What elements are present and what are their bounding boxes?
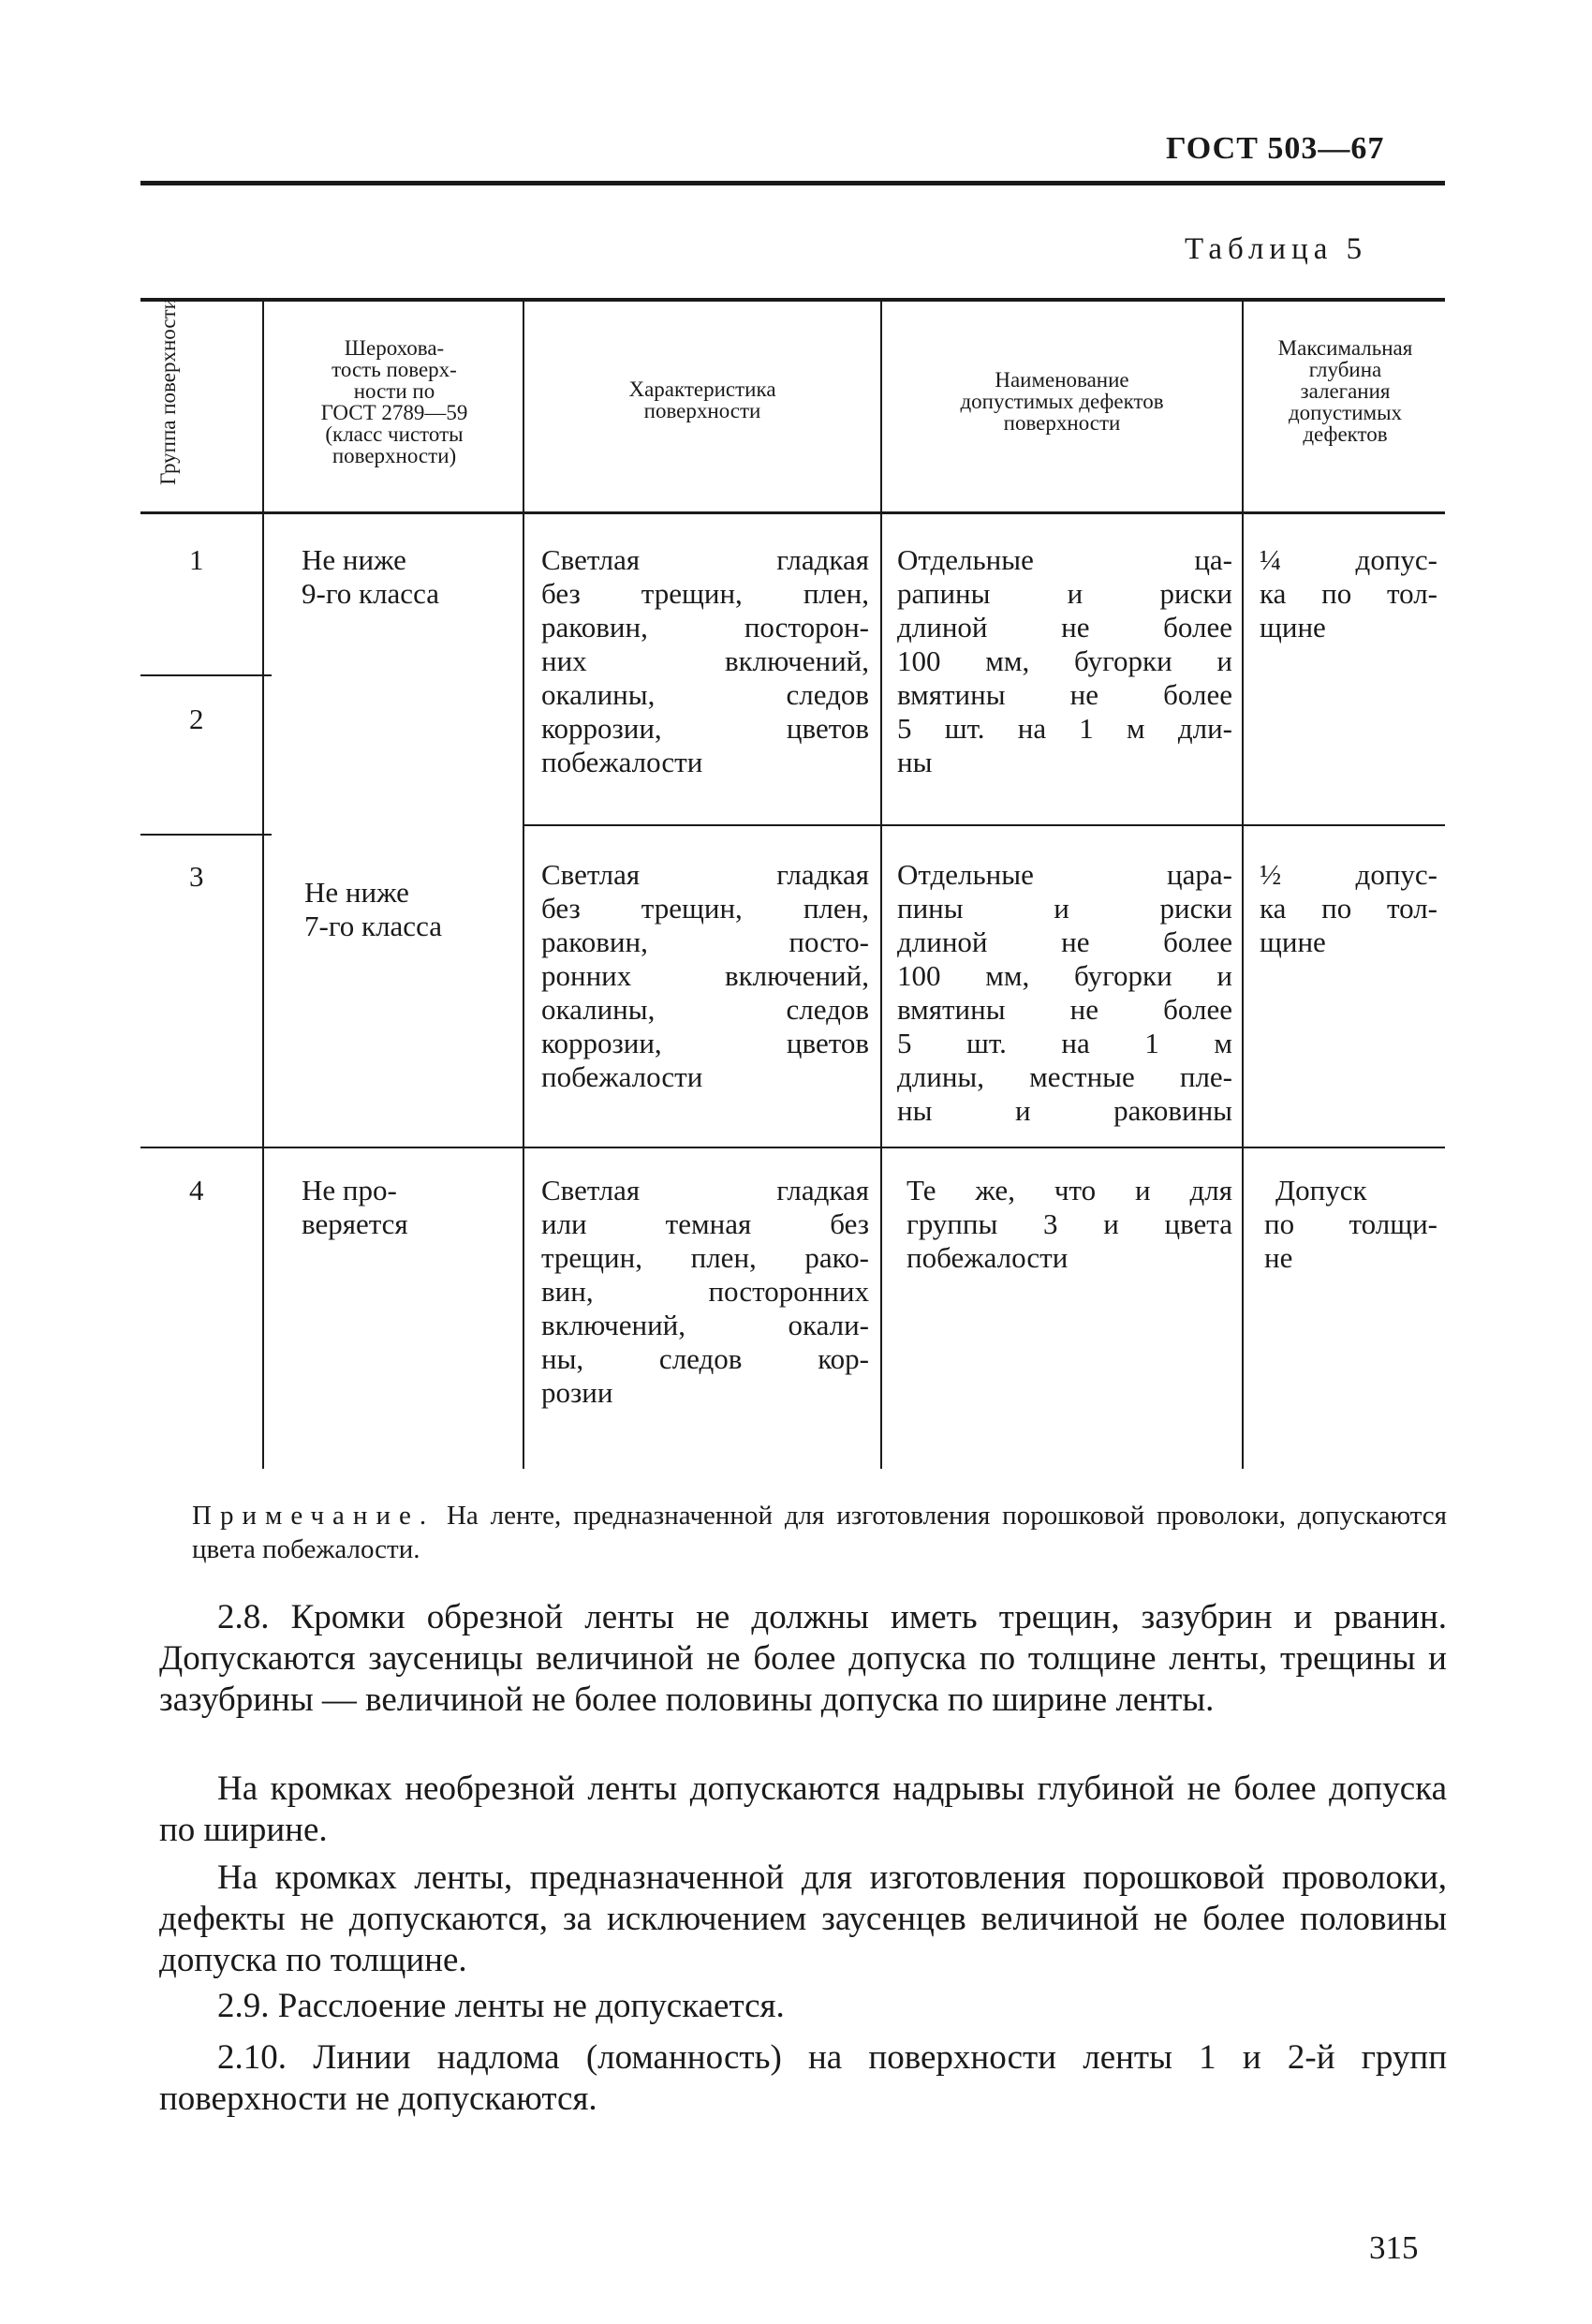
- row-rule-group-2: [140, 834, 272, 836]
- row-rule-block-1: [524, 824, 1445, 826]
- cell-line: Те же, что и для: [907, 1174, 1232, 1206]
- cell-line: пины и риски: [897, 892, 1232, 925]
- roughness-cell: [302, 1174, 508, 1241]
- cell-line: вмятины не более: [897, 678, 1232, 711]
- cell-line: Светлая гладкая: [541, 1174, 869, 1206]
- roughness-cell: [302, 543, 508, 611]
- cell-line: или темная без: [541, 1207, 869, 1240]
- header-roughness: [272, 337, 517, 466]
- cell-line: вмятины не более: [897, 993, 1232, 1026]
- header-roughness-line: (класс чистоты: [325, 422, 464, 446]
- group-number: 3: [189, 860, 204, 893]
- paragraph-2-8: [159, 1597, 1447, 1721]
- cell-line: Не ниже: [302, 543, 406, 576]
- cell-line: окалины, следов: [541, 678, 869, 711]
- row-rule-block-2: [140, 1147, 1445, 1148]
- cell-line: включений, окали-: [541, 1309, 869, 1341]
- paragraph-text: 2.10. Линии надлома (ломанность) на поверхности ленты 1 и 2-й групп поверхности не допускаются.: [159, 2038, 1447, 2118]
- defects-cell: [897, 858, 1232, 1128]
- table-header-rule: [140, 511, 1445, 514]
- standard-code: ГОСТ 503—67: [1166, 131, 1385, 166]
- cell-line: Светлая гладкая: [541, 858, 869, 891]
- header-group: Группа поверхности: [156, 298, 180, 485]
- table-note: [192, 1499, 1447, 1566]
- header-max-depth-line: глубина: [1308, 358, 1382, 381]
- header-max-depth-line: допустимых: [1288, 401, 1403, 424]
- cell-line: Допуск: [1275, 1174, 1367, 1206]
- cell-line: них включений,: [541, 644, 869, 677]
- cell-line: длиной не более: [897, 611, 1232, 644]
- cell-line: 7-го класса: [304, 910, 442, 942]
- cell-line: ны, следов кор-: [541, 1342, 869, 1375]
- note-text: На ленте, предназначенной для изготовления порошковой проволоки, допускаются цвета побежалости.: [192, 1501, 1447, 1564]
- paragraph-untrimmed-edges: [159, 1769, 1447, 1851]
- cell-line: Отдельные ца-: [897, 543, 1232, 576]
- paragraph-text: 2.8. Кромки обрезной ленты не должны иметь трещин, зазубрин и рванин. Допускаются заусеницы величиной не более допуска по толщине ленты, трещины и зазубрины — величиной не более половины допуска по ширине ленты.: [159, 1598, 1447, 1719]
- cell-line: 9-го класса: [302, 577, 439, 610]
- cell-line: длиной не более: [897, 925, 1232, 958]
- defects-cell: [897, 543, 1232, 779]
- header-defects: [884, 369, 1240, 434]
- cell-line: рапины и риски: [897, 577, 1232, 610]
- group-number: 2: [189, 703, 204, 735]
- cell-line: окалины, следов: [541, 993, 869, 1026]
- group-number: 4: [189, 1174, 204, 1206]
- cell-line: веряется: [302, 1207, 408, 1240]
- defects-table: [140, 298, 1445, 1469]
- header-characteristic-line: Характеристика: [628, 377, 776, 401]
- cell-line: Светлая гладкая: [541, 543, 869, 576]
- cell-line: не: [1264, 1241, 1293, 1274]
- cell-line: раковин, посторон-: [541, 611, 869, 644]
- header-roughness-line: тость поверх-: [332, 358, 457, 381]
- max-depth-cell: [1260, 543, 1437, 644]
- paragraph-text: На кромках необрезной ленты допускаются надрывы глубиной не более допуска по ширине.: [159, 1769, 1447, 1849]
- cell-line: 100 мм, бугорки и: [897, 644, 1232, 677]
- cell-line: ны: [897, 746, 933, 778]
- cell-line: ½ допус-: [1260, 858, 1437, 891]
- cell-line: 5 шт. на 1 м дли-: [897, 712, 1232, 745]
- cell-line: Не про-: [302, 1174, 397, 1206]
- cell-line: по толщи-: [1264, 1207, 1437, 1240]
- characteristic-cell: [541, 1174, 869, 1410]
- characteristic-cell: [541, 858, 869, 1094]
- cell-line: длины, местные пле-: [897, 1060, 1232, 1093]
- header-max-depth-line: залегания: [1300, 379, 1391, 403]
- header-defects-line: допустимых дефектов: [960, 390, 1164, 413]
- paragraph-text: 2.9. Расслоение ленты не допускается.: [217, 1987, 785, 2025]
- roughness-cell: [304, 876, 510, 943]
- cell-line: Не ниже: [304, 876, 409, 909]
- paragraph-powder-wire: [159, 1858, 1447, 1981]
- cell-line: побежалости: [907, 1241, 1069, 1274]
- cell-line: ка по тол-: [1260, 577, 1437, 610]
- cell-line: группы 3 и цвета: [907, 1207, 1232, 1240]
- cell-line: ронних включений,: [541, 959, 869, 992]
- max-depth-cell: [1264, 1174, 1437, 1275]
- cell-line: ка по тол-: [1260, 892, 1437, 925]
- cell-line: трещин, плен, рако-: [541, 1241, 869, 1274]
- cell-line: ¼ допус-: [1260, 543, 1437, 576]
- defects-cell: [907, 1174, 1232, 1275]
- cell-line: раковин, посто-: [541, 925, 869, 958]
- cell-line: ны и раковины: [897, 1094, 1232, 1127]
- header-max-depth-line: Максимальная: [1277, 336, 1413, 360]
- header-roughness-line: ГОСТ 2789—59: [320, 401, 468, 424]
- header-defects-line: поверхности: [1003, 411, 1121, 435]
- header-roughness-line: ности по: [353, 379, 435, 403]
- header-rule: [140, 181, 1445, 185]
- max-depth-cell: [1260, 858, 1437, 959]
- header-roughness-line: Шерохова-: [344, 336, 445, 360]
- cell-line: 5 шт. на 1 м: [897, 1027, 1232, 1059]
- cell-line: побежалости: [541, 746, 703, 778]
- header-max-depth: [1246, 337, 1445, 445]
- cell-line: вин, посторонних: [541, 1275, 869, 1308]
- cell-line: розии: [541, 1376, 613, 1409]
- paragraph-2-9: [159, 1986, 1447, 2027]
- header-roughness-line: поверхности): [332, 444, 457, 467]
- cell-line: коррозии, цветов: [541, 1027, 869, 1059]
- header-max-depth-line: дефектов: [1303, 422, 1388, 446]
- cell-line: щине: [1260, 925, 1326, 958]
- paragraph-text: На кромках ленты, предназначенной для изготовления порошковой проволоки, дефекты не допускаются, за исключением заусенцев величиной не более половины допуска по толщине.: [159, 1858, 1447, 1979]
- paragraph-2-10: [159, 2037, 1447, 2120]
- header-characteristic: [526, 378, 878, 422]
- cell-line: побежалости: [541, 1060, 703, 1093]
- cell-line: коррозии, цветов: [541, 712, 869, 745]
- cell-line: без трещин, плен,: [541, 892, 869, 925]
- row-rule-group-1: [140, 674, 272, 676]
- col-rule-3: [880, 298, 882, 1469]
- cell-line: 100 мм, бугорки и: [897, 959, 1232, 992]
- note-label: Примечание.: [192, 1501, 435, 1531]
- cell-line: Отдельные цара-: [897, 858, 1232, 891]
- page-number: 315: [1369, 2229, 1419, 2266]
- table-caption: Таблица 5: [1185, 232, 1368, 266]
- cell-line: без трещин, плен,: [541, 577, 869, 610]
- table-top-rule: [140, 298, 1445, 302]
- header-defects-line: Наименование: [995, 368, 1129, 392]
- col-rule-4: [1242, 298, 1244, 1469]
- col-rule-2: [523, 298, 524, 1469]
- group-number: 1: [189, 543, 204, 576]
- header-characteristic-line: поверхности: [643, 399, 761, 422]
- characteristic-cell: [541, 543, 869, 779]
- cell-line: щине: [1260, 611, 1326, 644]
- col-rule-1: [262, 298, 264, 1469]
